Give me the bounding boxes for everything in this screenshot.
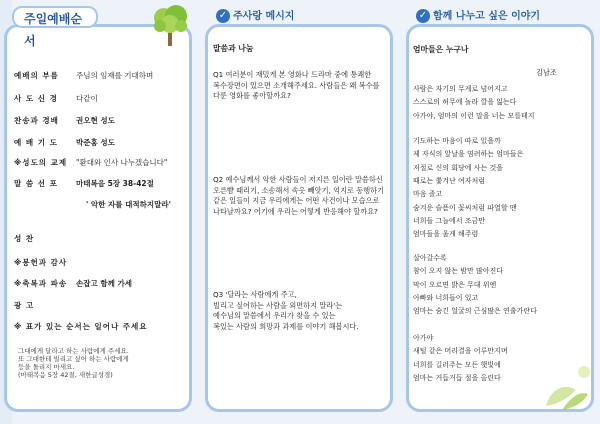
poem-line: 마음 졸고 — [413, 190, 443, 199]
question-line: 같은 일들이 지금 우리에게는 어떤 사건이나 모습으로 — [213, 196, 380, 205]
poem-line: 아가야 — [413, 334, 434, 342]
order-row — [14, 157, 167, 168]
poem-line: 아가야, 엄마의 이런 말을 너는 모를테지 — [413, 111, 535, 120]
poem-line: 숨겨운 슬픔이 꽃씨처럼 파열할 땐 — [413, 203, 517, 212]
check-icon: ✓ — [216, 9, 230, 23]
order-row — [14, 93, 98, 104]
order-value: 주님의 임재를 기대하며 — [76, 71, 154, 80]
order-row — [14, 300, 76, 311]
poem-title: 엄마들은 누구나 — [413, 45, 469, 54]
order-value: 마태복음 5장 38-42절 — [76, 179, 154, 188]
poem-line: 엄마들을 울게 해주렴 — [413, 230, 479, 239]
poem-line: 스스로의 허무에 놀라 깔을 잃는다 — [413, 98, 517, 107]
poem-line: 살아갈수록 — [413, 254, 447, 262]
check-icon: ✓ — [416, 9, 430, 23]
order-value: 박준홍 성도 — [76, 138, 115, 147]
order-label: 예 배 기 도 — [14, 138, 58, 147]
message-header — [216, 8, 294, 26]
order-label: 광 고 — [14, 301, 35, 310]
poem-line: 참이 오지 않는 밤만 많아진다 — [413, 267, 504, 276]
note-line: 그대에게 달라고 하는 사람에게 주세요. — [18, 347, 129, 355]
order-label: 성 찬 — [14, 234, 35, 243]
order-label: ※성도의 교제 — [14, 158, 68, 167]
order-row — [14, 321, 148, 332]
order-value: 손잡고 함께 가세 — [76, 279, 132, 288]
message-header-label: 주사랑 메시지 — [233, 11, 295, 22]
order-value: ' 악한 자를 대적하지말라' — [86, 200, 171, 209]
question-3 — [213, 290, 385, 332]
question-2 — [213, 175, 385, 217]
note-line: 등을 돌리지 마세요. — [18, 363, 75, 371]
story-header — [416, 8, 540, 26]
order-row — [14, 137, 115, 148]
poem-line: 새털 같은 머리결을 어루만지며 — [413, 347, 508, 356]
order-value: 다같이 — [76, 94, 98, 103]
poem-line: 너희들 그늘에서 조금만 — [413, 216, 486, 225]
question-line: 나타날까요? 어기에 우리는 어떻게 반응해야 할까요? — [213, 206, 378, 216]
order-row — [14, 178, 154, 189]
note-line: (마태복음 5장 42절, 새한글성경) — [18, 371, 113, 379]
order-label: ※ 표가 있는 순서는 일어나 주세요 — [14, 322, 148, 331]
order-label: ※봉헌과 감사 — [14, 258, 68, 267]
question-line: 오른뺨 때리기, 소송해서 속옷 빼앗기, 억지로 동행하기 — [213, 185, 385, 195]
order-label: 사 도 신 경 — [14, 94, 58, 103]
tree-icon — [148, 2, 192, 48]
order-row — [14, 199, 171, 210]
poem-line: 저절로 신의 회당에 사는 것을 — [413, 163, 504, 172]
scripture-note — [18, 347, 178, 379]
poem-line: 때로는 쫓겨난 여자처럼 — [413, 176, 486, 185]
question-line: 예수님의 말씀에서 우리가 찾을 수 있는 — [213, 311, 336, 320]
poem-line: 사람은 자기의 무게로 넘어지고 — [413, 85, 508, 93]
question-line: 다룬 영화를 좋아할까요? — [213, 91, 291, 100]
poem-line: 엄마는 거듭거듭 절을 올린다 — [413, 373, 501, 382]
order-label: 찬송과 경배 — [14, 116, 59, 125]
order-value: 권오현 성도 — [76, 116, 115, 125]
leaf-decoration — [540, 360, 592, 412]
order-row — [14, 278, 132, 289]
poem-author: 김남조 — [536, 68, 557, 77]
note-line: 또 그대한테 빌리고 싶어 하는 사람에게 — [18, 355, 129, 363]
poem-line: 엄마는 숨긴 얼굴의 근심많은 연출가란다 — [413, 307, 537, 316]
poem-line: 제 자식의 앞날을 염려하는 엄마들은 — [413, 150, 524, 159]
question-line: Q1 여러분이 재밌게 본 영화나 드라마 중에 통쾌한 — [213, 70, 372, 79]
order-label: 예배의 부름 — [14, 71, 59, 80]
poem-line: 막이 오르면 밝은 무대 위엔 — [413, 280, 497, 289]
question-line: 빌리고 싶어하는 사람을 외면하지 말라'는 — [213, 300, 343, 310]
order-label: ※축복과 파송 — [14, 279, 68, 288]
order-row — [14, 233, 76, 244]
question-line: Q3 '달라는 사람에게 주고, — [213, 290, 297, 299]
order-label: 말 씀 선 포 — [14, 179, 58, 188]
order-row — [14, 115, 115, 126]
story-header-label: 함께 나누고 싶은 이야기 — [433, 11, 541, 22]
poem-line: 너희를 길러주는 모든 햇빛에 — [413, 360, 501, 369]
question-1 — [213, 70, 385, 102]
question-line: 복수장면이 있으면 소개해주세요. 사람들은 왜 복수를 — [213, 80, 380, 90]
order-value: "환대와 인사 나누겠습니다" — [76, 158, 168, 167]
question-line: Q2 예수님께서 악한 사람들이 저지른 일이란 말씀하신 — [213, 175, 383, 184]
question-line: 복있는 사람의 희망과 과제를 이야기 해봅시다. — [213, 321, 359, 331]
message-title: 말씀과 나눔 — [213, 44, 254, 53]
worship-order-title: 주일예배순서 — [12, 6, 98, 28]
poem-line: 기도하는 마음이 따로 있을까 — [413, 137, 501, 145]
poem-line: 아빠와 너희들이 있고 — [413, 293, 479, 302]
order-row — [14, 70, 153, 81]
order-row — [14, 257, 76, 268]
